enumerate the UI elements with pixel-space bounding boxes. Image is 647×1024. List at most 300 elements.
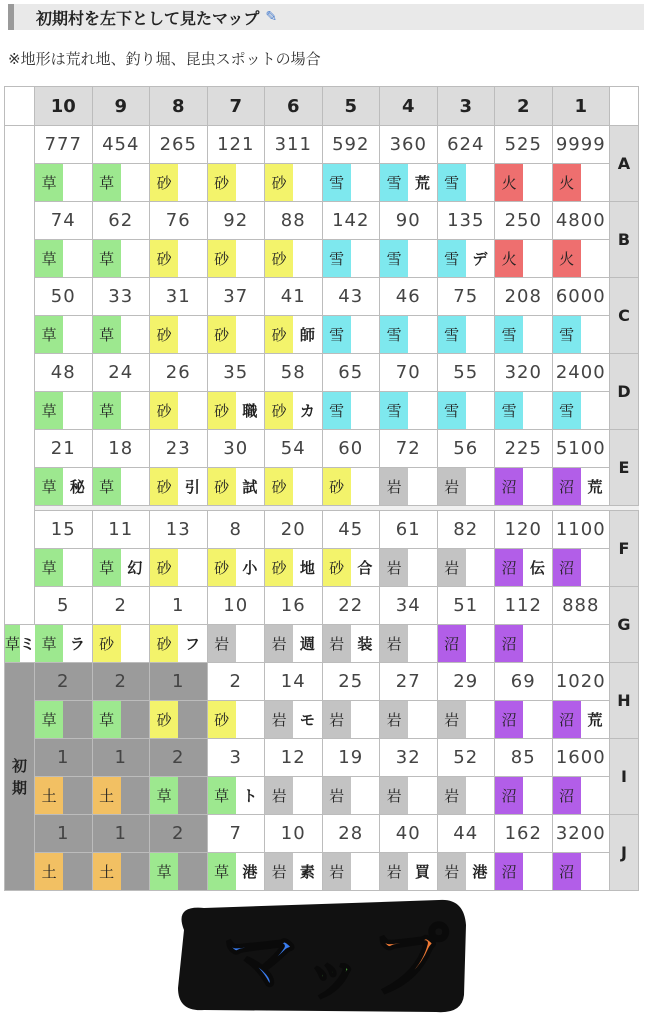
terrain-type: 雪	[323, 392, 351, 429]
terrain-row	[5, 164, 639, 202]
terrain-cell	[380, 164, 438, 202]
spot-marker	[178, 240, 206, 277]
terrain-cell	[265, 468, 323, 506]
terrain-type: 岩	[380, 777, 408, 814]
map-table	[4, 86, 639, 891]
value-cell: 11	[92, 511, 150, 549]
spot-marker	[523, 240, 551, 277]
terrain-cell	[265, 164, 323, 202]
terrain-cell	[92, 316, 150, 354]
terrain-type: 砂	[208, 240, 236, 277]
spot-marker: 地	[293, 549, 321, 586]
spot-marker	[293, 777, 321, 814]
terrain-cell	[552, 468, 610, 506]
terrain-type: 雪	[323, 316, 351, 353]
spot-marker	[466, 701, 494, 738]
value-cell: 624	[437, 126, 495, 164]
value-cell: 4800	[552, 202, 610, 240]
spot-marker	[581, 164, 609, 201]
value-cell: 2400	[552, 354, 610, 392]
terrain-cell	[552, 777, 610, 815]
terrain-type: 沼	[495, 777, 523, 814]
value-cell: 888	[552, 587, 610, 625]
value-cell: 2	[92, 663, 150, 701]
column-header: 1	[552, 87, 610, 126]
value-cell: 70	[380, 354, 438, 392]
spot-marker: ラ	[63, 625, 91, 662]
spot-marker	[178, 392, 206, 429]
terrain-type: 雪	[438, 164, 466, 201]
value-cell: 135	[437, 202, 495, 240]
terrain-cell	[35, 468, 93, 506]
number-row	[5, 354, 639, 392]
value-cell: 25	[322, 663, 380, 701]
spot-marker	[581, 853, 609, 890]
value-cell: 23	[150, 430, 208, 468]
terrain-type: 砂	[208, 549, 236, 586]
left-margin	[5, 126, 35, 625]
number-row	[5, 430, 639, 468]
value-cell: 37	[207, 278, 265, 316]
terrain-cell	[150, 164, 208, 202]
value-cell: 15	[35, 511, 93, 549]
terrain-cell	[35, 549, 93, 587]
spot-marker: デ	[466, 240, 494, 277]
value-cell: 454	[92, 126, 150, 164]
terrain-cell	[495, 392, 553, 430]
terrain-type: 岩	[323, 625, 351, 662]
terrain-cell	[35, 240, 93, 278]
spot-marker	[466, 164, 494, 201]
terrain-type: 土	[35, 777, 63, 814]
value-cell: 1020	[552, 663, 610, 701]
value-cell: 82	[437, 511, 495, 549]
terrain-cell	[207, 701, 265, 739]
terrain-type: 雪	[380, 392, 408, 429]
spot-marker	[63, 316, 91, 353]
spot-marker	[581, 316, 609, 353]
value-cell: 1	[150, 587, 208, 625]
terrain-type: 草	[93, 392, 121, 429]
value-cell: 58	[265, 354, 323, 392]
spot-marker: 小	[236, 549, 264, 586]
value-cell: 90	[380, 202, 438, 240]
row-label: J	[610, 815, 639, 891]
value-cell: 35	[207, 354, 265, 392]
terrain-cell	[322, 164, 380, 202]
spot-marker	[121, 468, 149, 505]
value-cell: 62	[92, 202, 150, 240]
spot-marker	[523, 701, 551, 738]
row-label: C	[610, 278, 639, 354]
terrain-type: 岩	[265, 701, 293, 738]
spot-marker: 引	[178, 468, 206, 505]
terrain-type: 岩	[380, 549, 408, 586]
terrain-cell	[92, 392, 150, 430]
terrain-cell	[92, 240, 150, 278]
spot-marker	[408, 316, 436, 353]
terrain-cell	[495, 625, 553, 663]
value-cell: 142	[322, 202, 380, 240]
spot-marker	[293, 468, 321, 505]
terrain-type: 火	[553, 164, 581, 201]
value-cell: 10	[207, 587, 265, 625]
terrain-type: 砂	[208, 468, 236, 505]
spot-marker	[121, 701, 149, 738]
spot-marker	[63, 164, 91, 201]
village-label	[5, 663, 35, 891]
terrain-type: 砂	[323, 549, 351, 586]
terrain-cell	[437, 392, 495, 430]
terrain-type: 岩	[323, 777, 351, 814]
value-cell: 3200	[552, 815, 610, 853]
terrain-type: 沼	[553, 468, 581, 505]
terrain-type: 砂	[208, 701, 236, 738]
value-cell: 9999	[552, 126, 610, 164]
value-cell: 12	[265, 739, 323, 777]
value-cell: 29	[437, 663, 495, 701]
spot-marker	[351, 316, 379, 353]
terrain-cell	[495, 777, 553, 815]
spot-marker	[351, 468, 379, 505]
terrain-cell	[552, 392, 610, 430]
spot-marker: フ	[178, 625, 206, 662]
spot-marker	[63, 240, 91, 277]
terrain-type: 草	[150, 777, 178, 814]
terrain-cell	[437, 316, 495, 354]
terrain-cell	[150, 316, 208, 354]
terrain-type: 砂	[208, 164, 236, 201]
terrain-type: 雪	[323, 240, 351, 277]
terrain-cell	[92, 549, 150, 587]
terrain-type: 岩	[438, 777, 466, 814]
value-cell: 31	[150, 278, 208, 316]
terrain-type: 砂	[265, 392, 293, 429]
terrain-type: 砂	[265, 549, 293, 586]
spot-marker	[466, 316, 494, 353]
terrain-type: 岩	[323, 853, 351, 890]
terrain-cell	[437, 625, 495, 663]
value-cell: 1	[35, 739, 93, 777]
map-logo	[164, 890, 484, 1020]
value-cell: 18	[92, 430, 150, 468]
spot-marker	[351, 392, 379, 429]
value-cell: 3	[207, 739, 265, 777]
terrain-type: 雪	[495, 392, 523, 429]
terrain-type: 砂	[150, 701, 178, 738]
spot-marker	[121, 392, 149, 429]
value-cell: 76	[150, 202, 208, 240]
terrain-type: 草	[35, 240, 63, 277]
terrain-type: 沼	[553, 701, 581, 738]
terrain-cell	[322, 468, 380, 506]
value-cell: 162	[495, 815, 553, 853]
value-cell: 1	[150, 663, 208, 701]
terrain-type: 砂	[150, 625, 178, 662]
spot-marker	[523, 316, 551, 353]
value-cell: 265	[150, 126, 208, 164]
terrain-cell	[322, 853, 380, 891]
terrain-type: 草	[208, 853, 236, 890]
value-cell: 5	[35, 587, 93, 625]
spot-marker: 合	[351, 549, 379, 586]
value-cell: 360	[380, 126, 438, 164]
spot-marker	[581, 549, 609, 586]
terrain-type: 沼	[553, 777, 581, 814]
terrain-cell	[150, 549, 208, 587]
value-cell: 48	[35, 354, 93, 392]
terrain-cell	[495, 240, 553, 278]
terrain-row	[5, 777, 639, 815]
terrain-type: 土	[93, 853, 121, 890]
spot-marker	[408, 240, 436, 277]
terrain-cell	[380, 240, 438, 278]
terrain-cell	[92, 777, 150, 815]
terrain-type: 岩	[265, 777, 293, 814]
spot-marker	[63, 777, 91, 814]
value-cell: 225	[495, 430, 553, 468]
terrain-type: 雪	[438, 240, 466, 277]
terrain-cell	[552, 164, 610, 202]
terrain-type: 岩	[265, 625, 293, 662]
row-label: D	[610, 354, 639, 430]
terrain-type: 砂	[150, 164, 178, 201]
terrain-cell	[150, 625, 208, 663]
spot-marker	[408, 549, 436, 586]
terrain-cell	[35, 701, 93, 739]
value-cell: 2	[92, 587, 150, 625]
spot-marker: 素	[293, 853, 321, 890]
spot-marker	[466, 777, 494, 814]
terrain-cell	[380, 316, 438, 354]
terrain-cell	[265, 549, 323, 587]
terrain-type: 草	[93, 164, 121, 201]
terrain-type: 草	[35, 468, 63, 505]
value-cell: 2	[150, 739, 208, 777]
section-heading	[8, 4, 644, 30]
logo-char-tsu: ッ	[304, 940, 363, 1008]
terrain-type: 沼	[495, 468, 523, 505]
value-cell: 311	[265, 126, 323, 164]
spot-marker	[236, 625, 264, 662]
value-cell: 41	[265, 278, 323, 316]
terrain-type: 雪	[495, 316, 523, 353]
value-cell: 5100	[552, 430, 610, 468]
number-row	[5, 511, 639, 549]
terrain-cell	[380, 853, 438, 891]
terrain-type: 土	[35, 853, 63, 890]
terrain-type: 草	[93, 701, 121, 738]
number-row	[5, 587, 639, 625]
spot-marker: 週	[293, 625, 321, 662]
value-cell: 10	[265, 815, 323, 853]
terrain-type: 雪	[438, 316, 466, 353]
value-cell: 52	[437, 739, 495, 777]
spot-marker	[351, 777, 379, 814]
terrain-type: 砂	[208, 316, 236, 353]
terrain-type: 岩	[265, 853, 293, 890]
terrain-row	[5, 701, 639, 739]
value-cell: 28	[322, 815, 380, 853]
spot-marker	[408, 625, 436, 662]
spot-marker: ト	[236, 777, 264, 814]
spot-marker: カ	[293, 392, 321, 429]
spot-marker	[121, 164, 149, 201]
terrain-cell	[207, 316, 265, 354]
terrain-cell	[207, 777, 265, 815]
terrain-cell	[437, 777, 495, 815]
row-label: G	[610, 587, 639, 663]
terrain-cell	[495, 164, 553, 202]
spot-marker: 荒	[581, 701, 609, 738]
value-cell: 2	[207, 663, 265, 701]
terrain-type: 草	[35, 701, 63, 738]
terrain-cell	[322, 777, 380, 815]
spot-marker	[408, 701, 436, 738]
terrain-type: 砂	[323, 468, 351, 505]
column-header: 9	[92, 87, 150, 126]
value-cell: 1	[92, 739, 150, 777]
value-cell: 320	[495, 354, 553, 392]
column-header: 4	[380, 87, 438, 126]
spot-marker	[236, 240, 264, 277]
spot-marker	[523, 777, 551, 814]
spot-marker	[523, 392, 551, 429]
logo-char-pu: プ	[370, 917, 449, 1007]
spot-marker	[581, 777, 609, 814]
terrain-cell	[150, 240, 208, 278]
number-row	[5, 739, 639, 777]
spot-marker	[523, 625, 551, 662]
terrain-cell	[92, 468, 150, 506]
terrain-cell	[150, 701, 208, 739]
terrain-cell	[495, 549, 553, 587]
terrain-type: 沼	[553, 853, 581, 890]
terrain-cell	[437, 701, 495, 739]
terrain-type: 沼	[495, 853, 523, 890]
terrain-cell	[35, 316, 93, 354]
terrain-type: 草	[93, 316, 121, 353]
terrain-type: 火	[495, 164, 523, 201]
terrain-type: 草	[93, 549, 121, 586]
terrain-type: 雪	[323, 164, 351, 201]
spot-marker: 買	[408, 853, 436, 890]
value-cell: 92	[207, 202, 265, 240]
number-row	[5, 202, 639, 240]
value-cell: 6000	[552, 278, 610, 316]
terrain-type: 砂	[150, 316, 178, 353]
terrain-type: 沼	[495, 701, 523, 738]
terrain-type: 岩	[380, 853, 408, 890]
value-cell: 250	[495, 202, 553, 240]
pencil-icon[interactable]: ✎	[265, 9, 278, 25]
spot-marker	[523, 468, 551, 505]
value-cell: 208	[495, 278, 553, 316]
terrain-cell	[265, 316, 323, 354]
terrain-cell	[265, 777, 323, 815]
spot-marker	[121, 777, 149, 814]
spot-marker	[351, 164, 379, 201]
value-cell: 56	[437, 430, 495, 468]
spot-marker: 伝	[523, 549, 551, 586]
spot-marker: 港	[466, 853, 494, 890]
terrain-row	[5, 316, 639, 354]
value-cell: 88	[265, 202, 323, 240]
terrain-cell	[92, 625, 150, 663]
terrain-cell	[265, 625, 323, 663]
terrain-type: 岩	[323, 701, 351, 738]
value-cell: 33	[92, 278, 150, 316]
number-row	[5, 278, 639, 316]
terrain-type: 草	[35, 164, 63, 201]
terrain-cell	[265, 853, 323, 891]
value-cell: 22	[322, 587, 380, 625]
terrain-type: 岩	[380, 468, 408, 505]
terrain-type: 岩	[438, 468, 466, 505]
value-cell: 121	[207, 126, 265, 164]
spot-marker: 秘	[63, 468, 91, 505]
spot-marker: 幻	[121, 549, 149, 586]
spot-marker	[121, 853, 149, 890]
section-title: 初期村を左下として見たマップ	[36, 8, 260, 28]
terrain-type: 草	[35, 316, 63, 353]
terrain-cell	[380, 701, 438, 739]
terrain-type: 草	[5, 625, 20, 662]
terrain-row	[5, 392, 639, 430]
value-cell: 1	[35, 815, 93, 853]
spot-marker	[63, 701, 91, 738]
spot-marker: 職	[236, 392, 264, 429]
number-row	[5, 815, 639, 853]
terrain-type: 草	[93, 468, 121, 505]
terrain-type: 岩	[438, 853, 466, 890]
terrain-type: 砂	[150, 392, 178, 429]
spot-marker: 港	[236, 853, 264, 890]
terrain-type: 草	[35, 392, 63, 429]
value-cell: 61	[380, 511, 438, 549]
value-cell: 50	[35, 278, 93, 316]
terrain-type: 草	[208, 777, 236, 814]
corner-cell	[5, 87, 35, 126]
value-cell: 65	[322, 354, 380, 392]
row-label: A	[610, 126, 639, 202]
terrain-type: 岩	[438, 549, 466, 586]
spot-marker: 荒	[581, 468, 609, 505]
value-cell: 85	[495, 739, 553, 777]
spot-marker	[121, 316, 149, 353]
terrain-cell	[380, 392, 438, 430]
value-cell: 16	[265, 587, 323, 625]
value-cell: 120	[495, 511, 553, 549]
value-cell: 2	[35, 663, 93, 701]
value-cell: 60	[322, 430, 380, 468]
logo-char-ma: マ	[222, 917, 301, 1007]
terrain-cell	[380, 625, 438, 663]
value-cell: 1	[92, 815, 150, 853]
spot-marker	[178, 164, 206, 201]
terrain-cell	[5, 625, 35, 663]
row-label: F	[610, 511, 639, 587]
value-cell: 75	[437, 278, 495, 316]
spot-marker: モ	[293, 701, 321, 738]
value-cell: 112	[495, 587, 553, 625]
terrain-cell	[207, 240, 265, 278]
terrain-cell	[552, 240, 610, 278]
corner-cell	[610, 87, 639, 126]
spot-marker	[466, 549, 494, 586]
value-cell: 27	[380, 663, 438, 701]
terrain-type: 岩	[380, 701, 408, 738]
